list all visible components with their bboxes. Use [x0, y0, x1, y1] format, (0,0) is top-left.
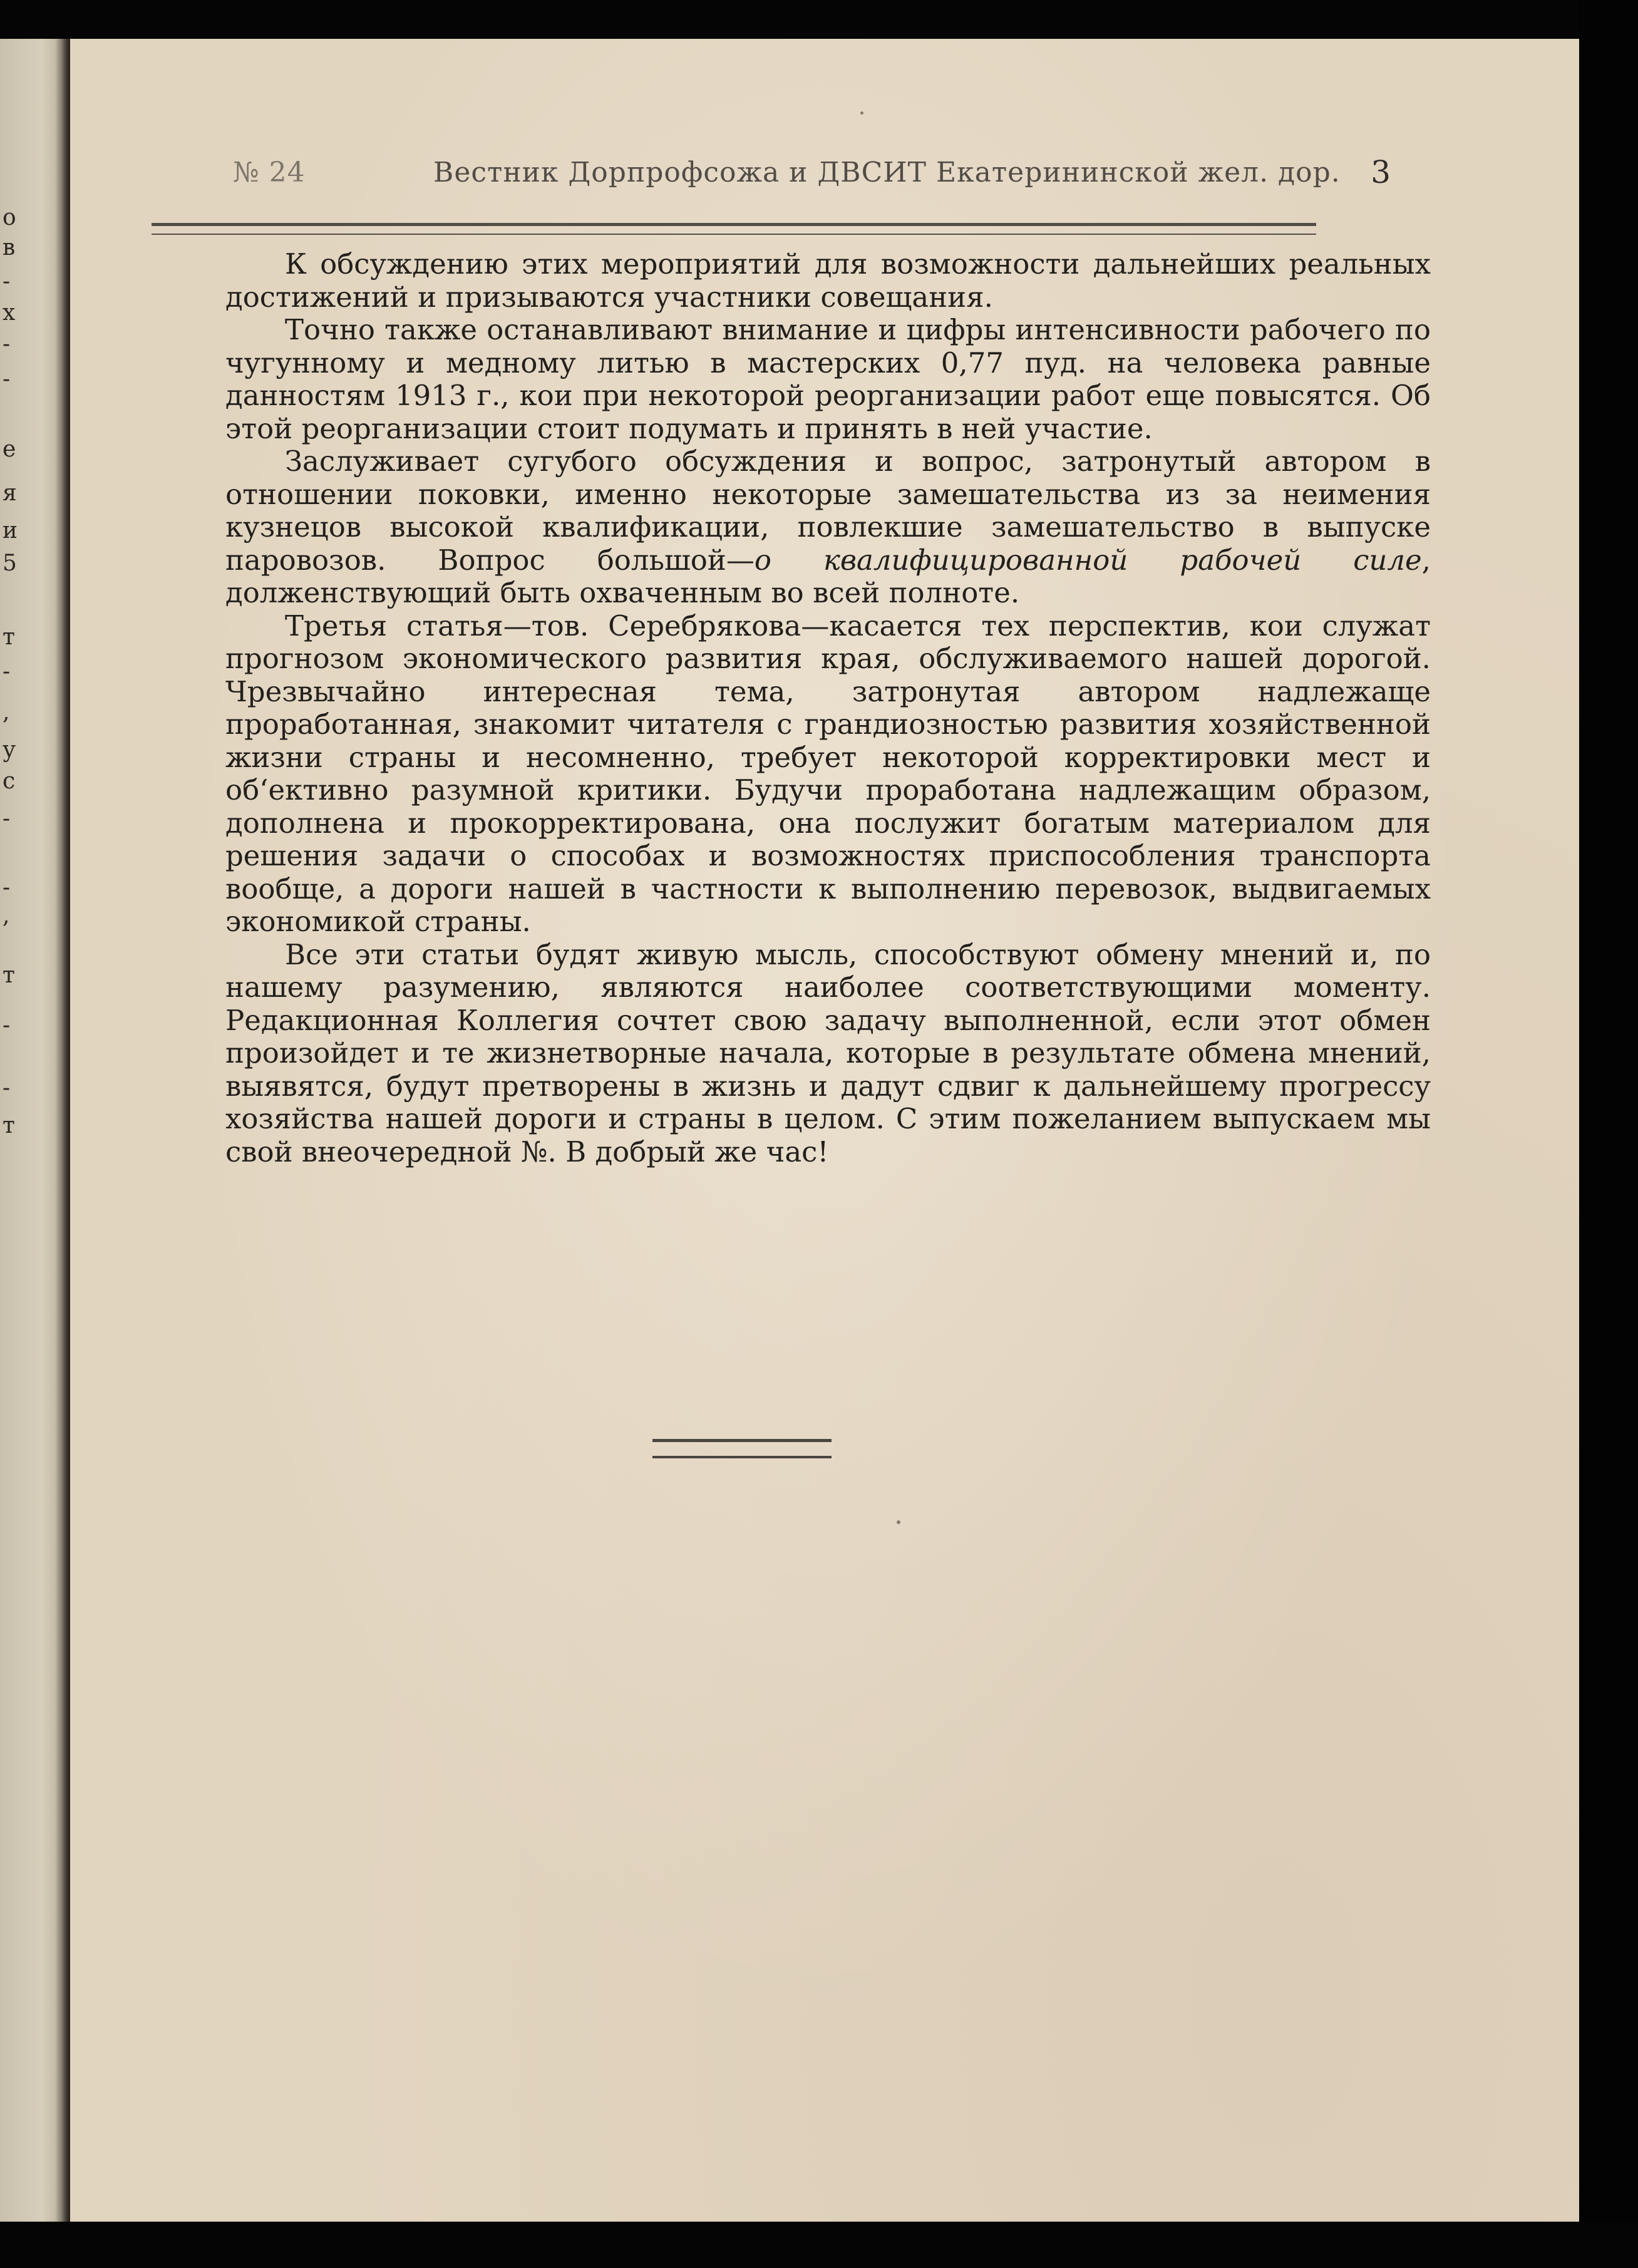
scan-border-top — [0, 0, 1638, 39]
adjacent-page-letter: т — [3, 1113, 15, 1138]
article-body — [225, 248, 1431, 1168]
document-page — [70, 39, 1579, 2222]
scan-border-bottom — [0, 2222, 1638, 2268]
paper-speck — [860, 111, 863, 115]
adjacent-page-letter: е — [3, 436, 16, 462]
adjacent-page-letter: у — [3, 737, 16, 763]
adjacent-page-letter: т — [3, 962, 15, 988]
paragraph-3 — [225, 445, 1431, 610]
paragraph-3-tail: , долженствующий быть охваченным во всей полноте. — [225, 543, 1431, 609]
adjacent-page-letter: о — [3, 205, 16, 230]
adjacent-page-letter: х — [3, 300, 16, 326]
paragraph-4: Третья статья—тов. Серебрякова—касается тех перспектив, кои служат прогнозом экономического развития края, обслуживаемого нашей дорогой. Чрезвычайно интересная тема, затронутая автором надлежаще проработанная, знакомит читателя с грандиозностью развития хозяйственной жизни страны и несомненно, требует некоторой корректировки мест и об‘ективно разумной критики. Будучи проработана надлежащим образом, дополнена и прокорректирована, она послужит богатым материалом для решения задачи о способах и возможностях приспособления транспорта вообще, а дороги нашей в частности к выполнению перевозок, выдвигаемых экономикой страны. — [225, 609, 1431, 938]
adjacent-page-letter: я — [3, 480, 17, 506]
scan-border-right — [1579, 0, 1638, 2268]
adjacent-page-letter: , — [3, 903, 10, 929]
paragraph-5: Все эти статьи будят живую мысль, способствуют обмену мнений и, по нашему разумению, являются наиболее соответствующими моменту. Редакционная Коллегия сочтет свою задачу выполненной, если этот обмен произойдет и те жизнетворные начала, которые в результате обмена мнений, выявятся, будут претворены в жизнь и дадут сдвиг к дальнейшему прогрессу хозяйства нашей дороги и страны в целом. С этим пожеланием выпускаем мы свой внеочередной №. В добрый же час! — [225, 937, 1431, 1168]
adjacent-page-letter: 5 — [3, 550, 17, 576]
gutter-shadow — [55, 39, 71, 2222]
adjacent-page-letter: в — [3, 235, 16, 260]
adjacent-page-letter: - — [3, 659, 11, 684]
adjacent-page-letter: - — [3, 806, 11, 832]
page-number: 3 — [1371, 154, 1391, 190]
adjacent-page-letter: - — [3, 269, 11, 294]
adjacent-page-letter: , — [3, 699, 10, 725]
adjacent-page-letter: - — [3, 875, 11, 900]
running-header — [164, 150, 1410, 197]
journal-title: Вестник Дорпрофсожа и ДВСИТ Екатерининской жел. дор. — [433, 157, 1341, 188]
adjacent-page-letter: - — [3, 331, 11, 357]
closing-double-rule — [652, 1439, 832, 1458]
adjacent-page-letter: - — [3, 1075, 11, 1101]
adjacent-page-letter: - — [3, 366, 11, 392]
header-rule — [152, 223, 1316, 235]
paragraph-2: Точно также останавливают внимание и цифры интенсивности рабочего по чугунному и медному литью в мастерских 0,77 пуд. на человека равные данностям 1913 г., кои при некоторой реорганизации работ еще повысятся. Об этой реорганизации стоит подумать и принять в ней участие. — [225, 313, 1431, 445]
adjacent-page-letter: т — [3, 624, 15, 650]
paragraph-3-text: Заслуживает сугубого обсуждения и вопрос, затронутый автором в отношении поковки, именно некоторые замешательства из за неимения кузнецов высокой квалификации, повлекшие замешательство в выпуске паровозов. Вопрос большой— — [225, 445, 1431, 577]
adjacent-page-letter: и — [3, 518, 18, 544]
italic-phrase: о квалифицированной рабочей силе — [754, 543, 1422, 577]
adjacent-page-letter: с — [3, 768, 16, 794]
paragraph-1: К обсуждению этих мероприятий для возможности дальнейших реальных достижений и призываются участники совещания. — [225, 247, 1431, 314]
paper-speck — [897, 1520, 900, 1524]
adjacent-page-letter: - — [3, 1013, 11, 1038]
issue-number: № 24 — [233, 157, 306, 188]
